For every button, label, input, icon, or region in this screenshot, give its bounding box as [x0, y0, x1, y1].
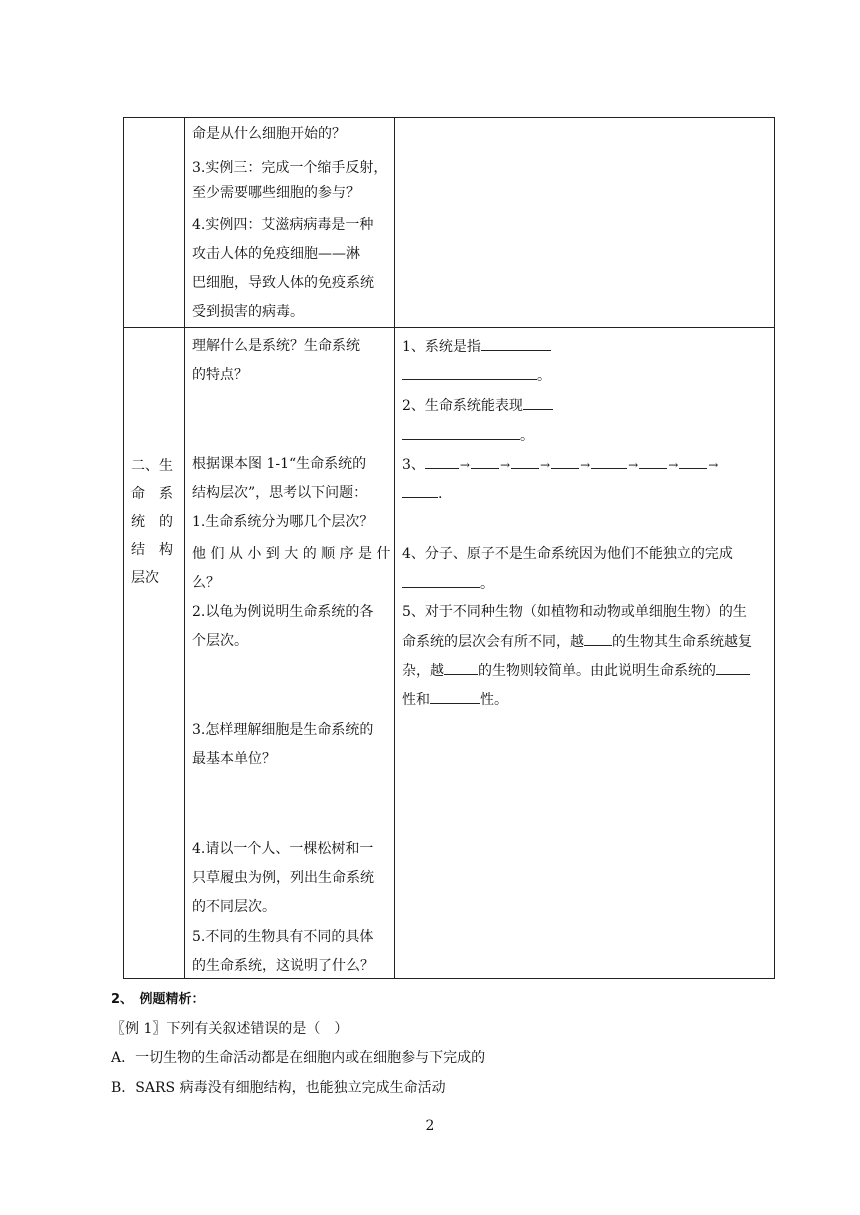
- arrow-right-icon: →: [540, 458, 551, 472]
- answer-4: 4、分子、原子不是生命系统因为他们不能独立的完成: [402, 546, 733, 562]
- answer-5-line4: [402, 689, 508, 710]
- section-title-line: 统 的: [131, 514, 173, 530]
- fill-blank[interactable]: [639, 454, 667, 469]
- fill-blank[interactable]: [402, 425, 520, 440]
- text-line: 结构层次”，思考以下问题：: [192, 485, 368, 501]
- answer-1-end: 。: [537, 368, 551, 384]
- answer-2: [402, 395, 553, 416]
- text-line: 4.请以一个人、一棵松树和一: [192, 841, 374, 857]
- page-number: 2: [425, 1118, 435, 1134]
- text-line: 巴细胞，导致人体的免疫系统: [192, 275, 374, 291]
- fill-blank[interactable]: [402, 573, 480, 588]
- fill-blank[interactable]: [591, 454, 627, 469]
- text-line: 最基本单位？: [192, 751, 276, 767]
- fill-blank[interactable]: [471, 454, 499, 469]
- arrow-right-icon: →: [580, 458, 591, 472]
- text-line: 1.生命系统分为哪几个层次？: [192, 514, 374, 530]
- answer-4-cont: [402, 573, 494, 594]
- fill-blank[interactable]: [551, 454, 579, 469]
- text-line: 的不同层次。: [192, 899, 276, 915]
- text-line: 5.不同的生物具有不同的具体: [192, 929, 374, 945]
- arrow-right-icon: →: [628, 458, 639, 472]
- answer-5: 5、对于不同种生物（如植物和动物或单细胞生物）的生: [402, 604, 747, 620]
- answer-2-end: 。: [520, 428, 534, 444]
- section-title-line: 结 构: [131, 542, 173, 558]
- text-line: 只草履虫为例，列出生命系统: [192, 870, 374, 886]
- section-title-line: 二、生: [131, 458, 173, 474]
- answer-5-text: 杂，越: [402, 663, 444, 679]
- option-b: B．SARS 病毒没有细胞结构，也能独立完成生命活动: [111, 1080, 446, 1096]
- text-line: 2.以龟为例说明生命系统的各: [192, 604, 374, 620]
- answer-3-text: 3、: [402, 457, 425, 473]
- fill-blank[interactable]: [679, 454, 707, 469]
- answer-2-cont: [402, 425, 534, 446]
- text-line: 3.怎样理解细胞是生命系统的: [192, 722, 374, 738]
- section-heading: 2、 例题精析：: [111, 992, 205, 1007]
- fill-blank[interactable]: [584, 631, 612, 646]
- fill-blank[interactable]: [425, 454, 459, 469]
- answer-3: [402, 454, 719, 475]
- fill-blank[interactable]: [402, 483, 438, 498]
- option-a: A．一切生物的生命活动都是在细胞内或在细胞参与下完成的: [111, 1050, 486, 1066]
- answer-5-text: 命系统的层次会有所不同，越: [402, 634, 584, 650]
- table-column-divider: [394, 118, 395, 978]
- text-line: 理解什么是系统？生命系统: [192, 338, 360, 354]
- text-line: 的特点？: [192, 367, 248, 383]
- arrow-right-icon: →: [459, 458, 470, 472]
- text-line: 根据课本图 1-1“生命系统的: [192, 456, 367, 472]
- fill-blank[interactable]: [511, 454, 539, 469]
- example-question: 〖例 1〗下列有关叙述错误的是（ ）: [111, 1021, 349, 1037]
- fill-blank[interactable]: [430, 689, 480, 704]
- fill-blank[interactable]: [523, 395, 553, 410]
- answer-1: [402, 336, 551, 357]
- fill-blank[interactable]: [716, 660, 750, 675]
- table-row-divider: [124, 327, 774, 328]
- answer-4-end: 。: [480, 576, 494, 592]
- answer-2-text: 2、生命系统能表现: [402, 398, 523, 414]
- text-line: 他 们 从 小 到 大 的 顺 序 是 什: [192, 546, 391, 562]
- arrow-right-icon: →: [708, 458, 719, 472]
- answer-3-end: .: [438, 486, 443, 502]
- text-line: 的生命系统，这说明了什么？: [192, 958, 374, 974]
- fill-blank[interactable]: [402, 365, 537, 380]
- table-column-divider: [184, 118, 185, 978]
- answer-5-line3: [402, 660, 750, 681]
- text-line: 4.实例四：艾滋病病毒是一种: [192, 217, 374, 233]
- fill-blank[interactable]: [481, 336, 551, 351]
- text-line: 个层次。: [192, 633, 248, 649]
- text-line: 么？: [192, 575, 220, 591]
- text-line: 受到损害的病毒。: [192, 304, 304, 320]
- answer-5-text: 性和: [402, 692, 430, 708]
- text-line: 至少需要哪些细胞的参与？: [192, 185, 360, 201]
- text-line: 攻击人体的免疫细胞——淋: [192, 246, 360, 262]
- answer-3-cont: [402, 483, 442, 504]
- section-title-line: 命 系: [131, 486, 173, 502]
- section-title-line: 层次: [131, 570, 159, 586]
- arrow-right-icon: →: [668, 458, 679, 472]
- arrow-right-icon: →: [499, 458, 511, 472]
- section-title: [131, 452, 183, 592]
- answer-5-line2: [402, 631, 752, 652]
- answer-1-cont: [402, 365, 551, 386]
- answer-5-text: 性。: [480, 692, 508, 708]
- text-line: 3.实例三：完成一个缩手反射，: [192, 160, 388, 176]
- text-line: 命是从什么细胞开始的？: [192, 126, 346, 142]
- fill-blank[interactable]: [444, 660, 478, 675]
- answer-1-text: 1、系统是指: [402, 339, 481, 355]
- answer-5-text: 的生物则较简单。由此说明生命系统的: [478, 663, 716, 679]
- answer-5-text: 的生物其生命系统越复: [612, 634, 752, 650]
